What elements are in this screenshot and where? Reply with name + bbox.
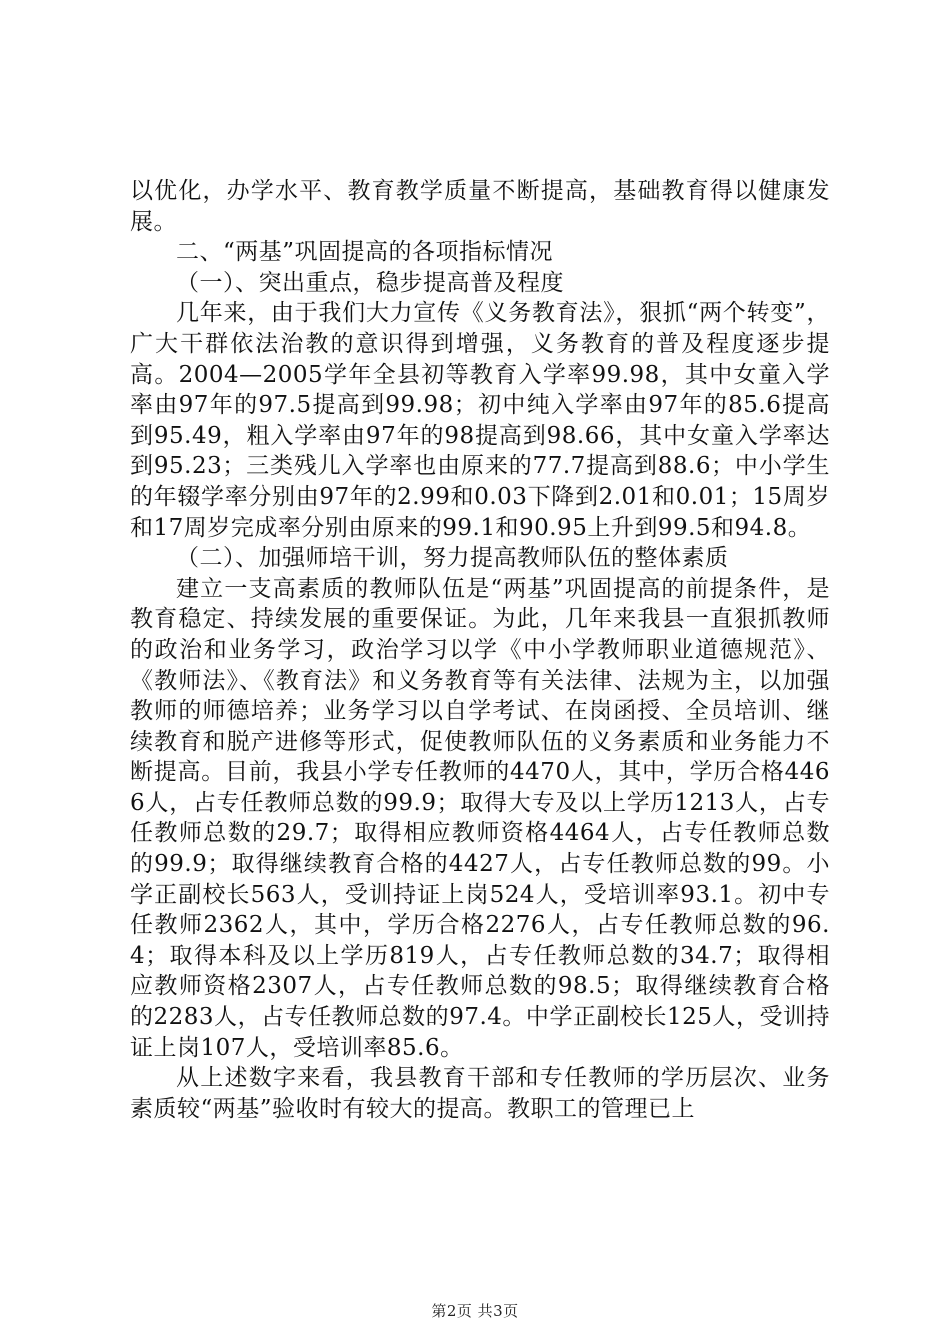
subsection-heading-one: （一）、突出重点，稳步提高普及程度: [176, 269, 564, 296]
document-body: [130, 176, 830, 1124]
section-heading-two: 二、“两基”巩固提高的各项指标情况: [176, 239, 554, 266]
subsection-heading-two: （二）、加强师培干训，努力提高教师队伍的整体素质: [176, 545, 729, 572]
paragraph-teacher-training: 建立一支高素质的教师队伍是“两基”巩固提高的前提条件，是教育稳定、持续发展的重要保证。为此，几年来我县一直狠抓教师的政治和业务学习，政治学习以学《中小学教师职业道德规范》、《教师法》、《教育法》和义务教育等有关法律、法规为主，以加强教师的师德培养；业务学习以自学考试、在岗函授、全员培训、继续教育和脱产进修等形式，促使教师队伍的义务素质和业务能力不断提高。目前，我县小学专任教师的4470人，其中，学历合格4466人，占专任教师总数的99.9；取得大专及以上学历1213人，占专任教师总数的29.7；取得相应教师资格4464人，占专任教师总数的99.9；取得继续教育合格的4427人，占专任教师总数的99。小学正副校长563人，受训持证上岗524人，受培训率93.1。初中专任教师2362人，其中，学历合格2276人，占专任教师总数的96.4；取得本科及以上学历819人，占专任教师总数的34.7；取得相应教师资格2307人，占专任教师总数的98.5；取得继续教育合格的2283人，占专任教师总数的97.4。中学正副校长125人，受训持证上岗107人，受培训率85.6。: [130, 575, 830, 1061]
paragraph-intro-continuation: 以优化，办学水平、教育教学质量不断提高，基础教育得以健康发展。: [130, 178, 830, 235]
paragraph-enrollment-rates: 几年来，由于我们大力宣传《义务教育法》，狠抓“两个转变”，广大干群依法治教的意识得到增强，义务教育的普及程度逐步提高。2004—2005学年全县初等教育入学率99.98，其中女童入学率由97年的97.5提高到99.98；初中纯入学率由97年的85.6提高到95.49，粗入学率由97年的98提高到98.66，其中女童入学率达到95.23；三类残儿入学率也由原来的77.7提高到88.6；中小学生的年辍学率分别由97年的2.99和0.03下降到2.01和0.01；15周岁和17周岁完成率分别由原来的99.1和90.95上升到99.5和94.8。: [130, 300, 830, 541]
paragraph-summary: 从上述数字来看，我县教育干部和专任教师的学历层次、业务素质较“两基”验收时有较大的提高。教职工的管理已上: [130, 1065, 830, 1122]
page-footer: 第2页 共3页: [431, 1302, 519, 1320]
